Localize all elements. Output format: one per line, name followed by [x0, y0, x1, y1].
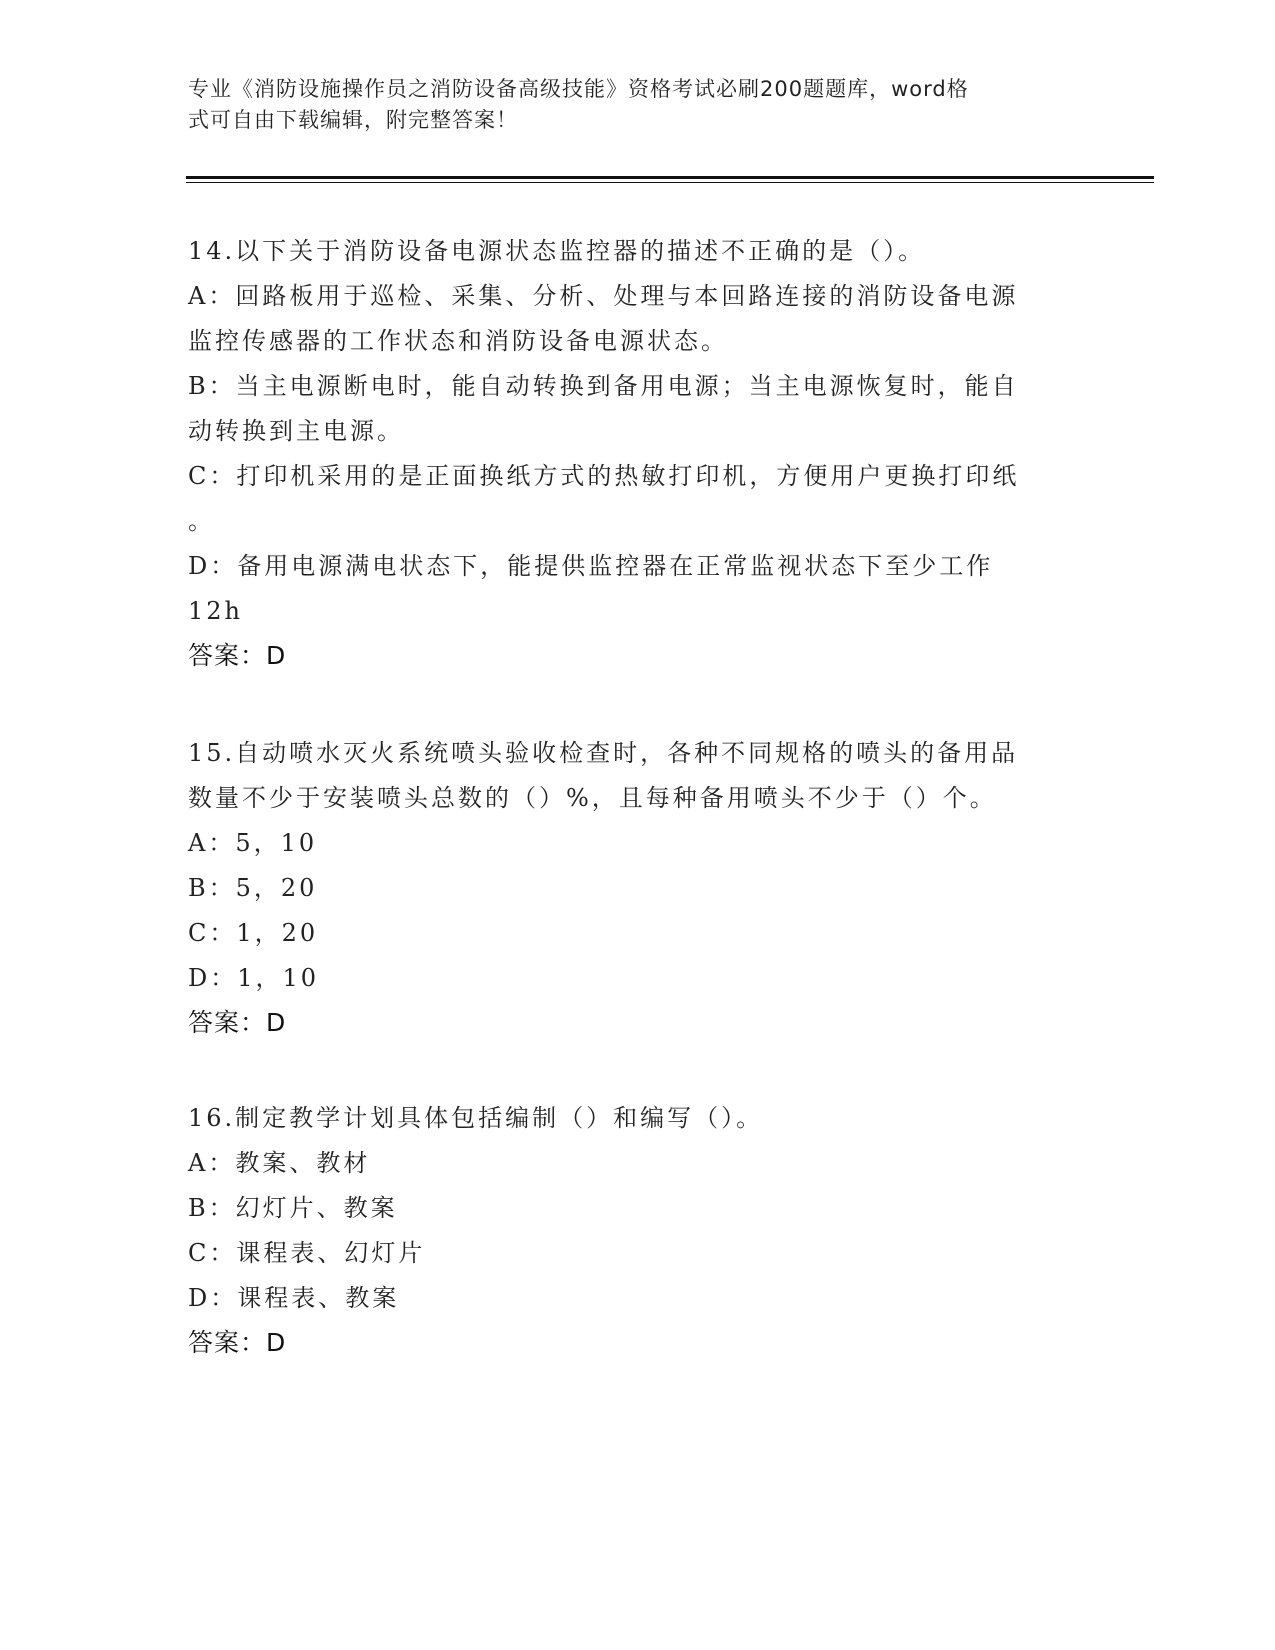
- option-d: D：1，10: [188, 964, 320, 992]
- option-a-continued: 监控传感器的工作状态和消防设备电源状态。: [188, 327, 728, 355]
- option-a: A：回路板用于巡检、采集、分析、处理与本回路连接的消防设备电源: [188, 282, 1019, 310]
- header-line: 式可自由下载编辑，附完整答案！: [188, 108, 518, 132]
- option-b: B：5，20: [188, 874, 318, 902]
- answer-label: 答案：D: [188, 1328, 287, 1357]
- option-d-continued: 12h: [188, 597, 243, 625]
- header-line: 专业《消防设施操作员之消防设备高级技能》资格考试必刷200题题库，word格: [188, 77, 969, 101]
- option-c: C：1，20: [188, 919, 319, 947]
- question-stem: 15.自动喷水灭火系统喷头验收检查时，各种不同规格的喷头的备用品: [188, 739, 1019, 767]
- question-stem-continued: 数量不少于安装喷头总数的（）%，且每种备用喷头不少于（）个。: [188, 784, 997, 812]
- option-b: B：幻灯片、教案: [188, 1194, 398, 1222]
- option-a: A：教案、教材: [188, 1149, 371, 1177]
- answer-label: 答案：D: [188, 641, 287, 670]
- header-divider: [186, 182, 1154, 183]
- option-c-continued: 。: [188, 507, 215, 535]
- option-d: D：课程表、教案: [188, 1284, 400, 1312]
- question-stem: 16.制定教学计划具体包括编制（）和编写（）。: [188, 1104, 764, 1132]
- answer-label: 答案：D: [188, 1008, 287, 1037]
- option-b-continued: 动转换到主电源。: [188, 417, 404, 445]
- document-header: [188, 74, 1068, 136]
- option-c: C：打印机采用的是正面换纸方式的热敏打印机，方便用户更换打印纸: [188, 462, 1020, 490]
- header-divider: [186, 176, 1154, 179]
- option-d: D：备用电源满电状态下，能提供监控器在正常监视状态下至少工作: [188, 552, 994, 580]
- option-a: A：5，10: [188, 829, 318, 857]
- option-c: C：课程表、幻灯片: [188, 1239, 426, 1267]
- question-stem: 14.以下关于消防设备电源状态监控器的描述不正确的是（）。: [188, 237, 926, 265]
- option-b: B：当主电源断电时，能自动转换到备用电源；当主电源恢复时，能自: [188, 372, 1019, 400]
